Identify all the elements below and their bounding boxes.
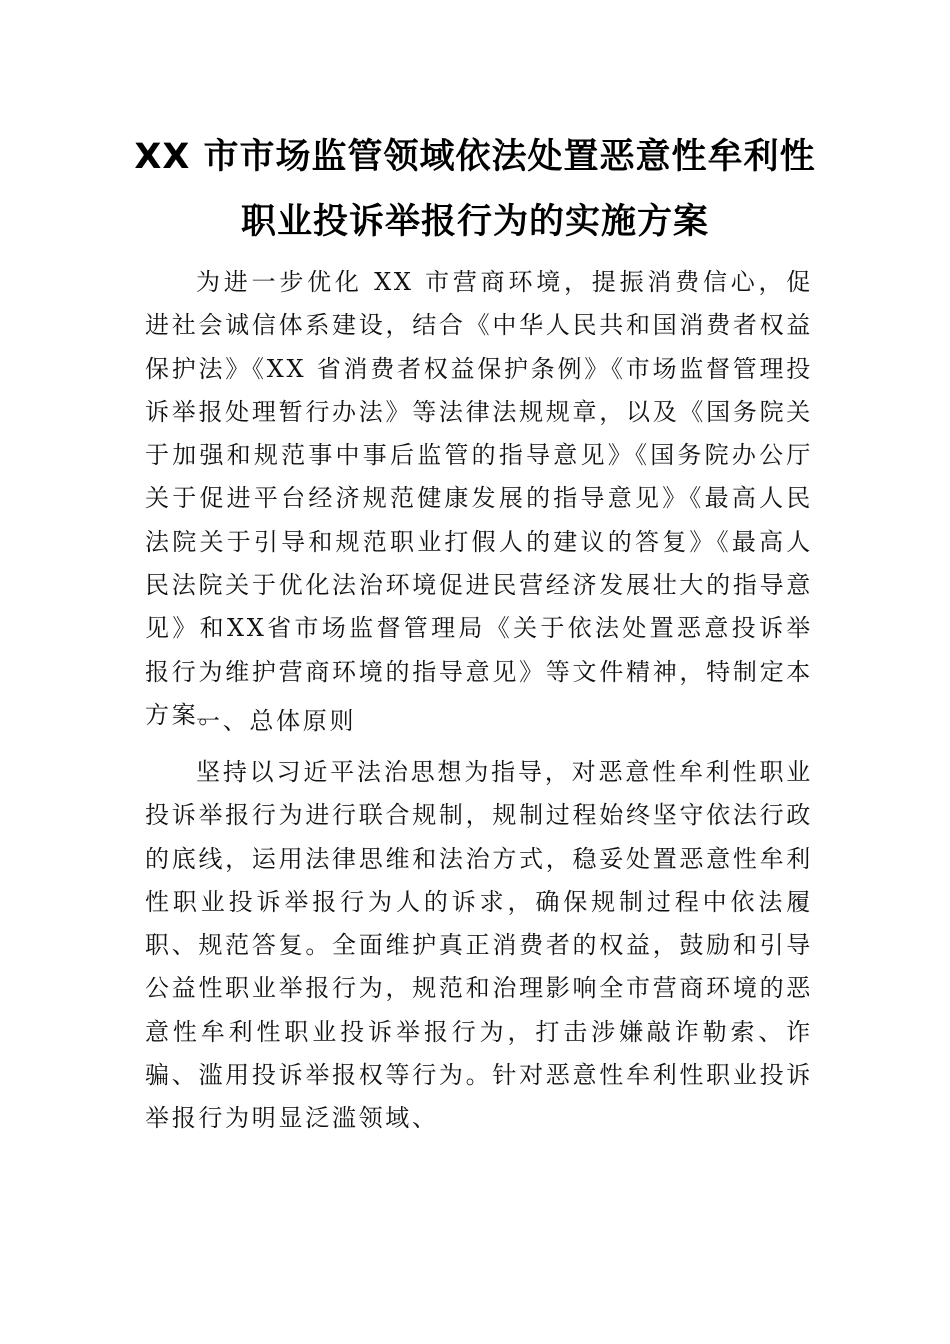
section-1-paragraph: 坚持以习近平法治思想为指导，对恶意性牟利性职业投诉举报行为进行联合规制，规制过程始终坚守依法行政的底线，运用法律思维和法治方式，稳妥处置恶意性牟利性职业投诉举报行为人的诉求，确保规制过程中依法履职、规范答复。全面维护真正消费者的权益，鼓励和引导公益性职业举报行为，规范和治理影响全市营商环境的恶意性牟利性职业投诉举报行为，打击涉嫌敲诈勒索、诈骗、滥用投诉举报权等行为。针对恶意性牟利性职业投诉举报行为明显泛滥领域、 — [145, 758, 813, 1133]
intro-paragraph: 为进一步优化 XX 市营商环境，提振消费信心，促进社会诚信体系建设，结合《中华人民共和国消费者权益保护法》《XX 省消费者权益保护条例》《市场监督管理投诉举报处理暂行办法》等法律法规规章，以及《国务院关于加强和规范事中事后监管的指导意见》《国务院办公厅关于促进平台经济规范健康发展的指导意见》《最高人民法院关于引导和规范职业打假人的建议的答复》《最高人民法院关于优化法治环境促进民营经济发展壮大的指导意见》和XX省市场监督管理局《关于依法处置恶意投诉举报行为维护营商环境的指导意见》等文件精神，特制定本方案。 — [145, 268, 813, 729]
document-title-line-1: XX 市市场监管领域依法处置恶意性牟利性 — [134, 137, 816, 177]
document-title-line-2: 职业投诉举报行为的实施方案 — [240, 202, 709, 242]
section-heading-general-principles: 一、总体原则 — [196, 707, 357, 735]
